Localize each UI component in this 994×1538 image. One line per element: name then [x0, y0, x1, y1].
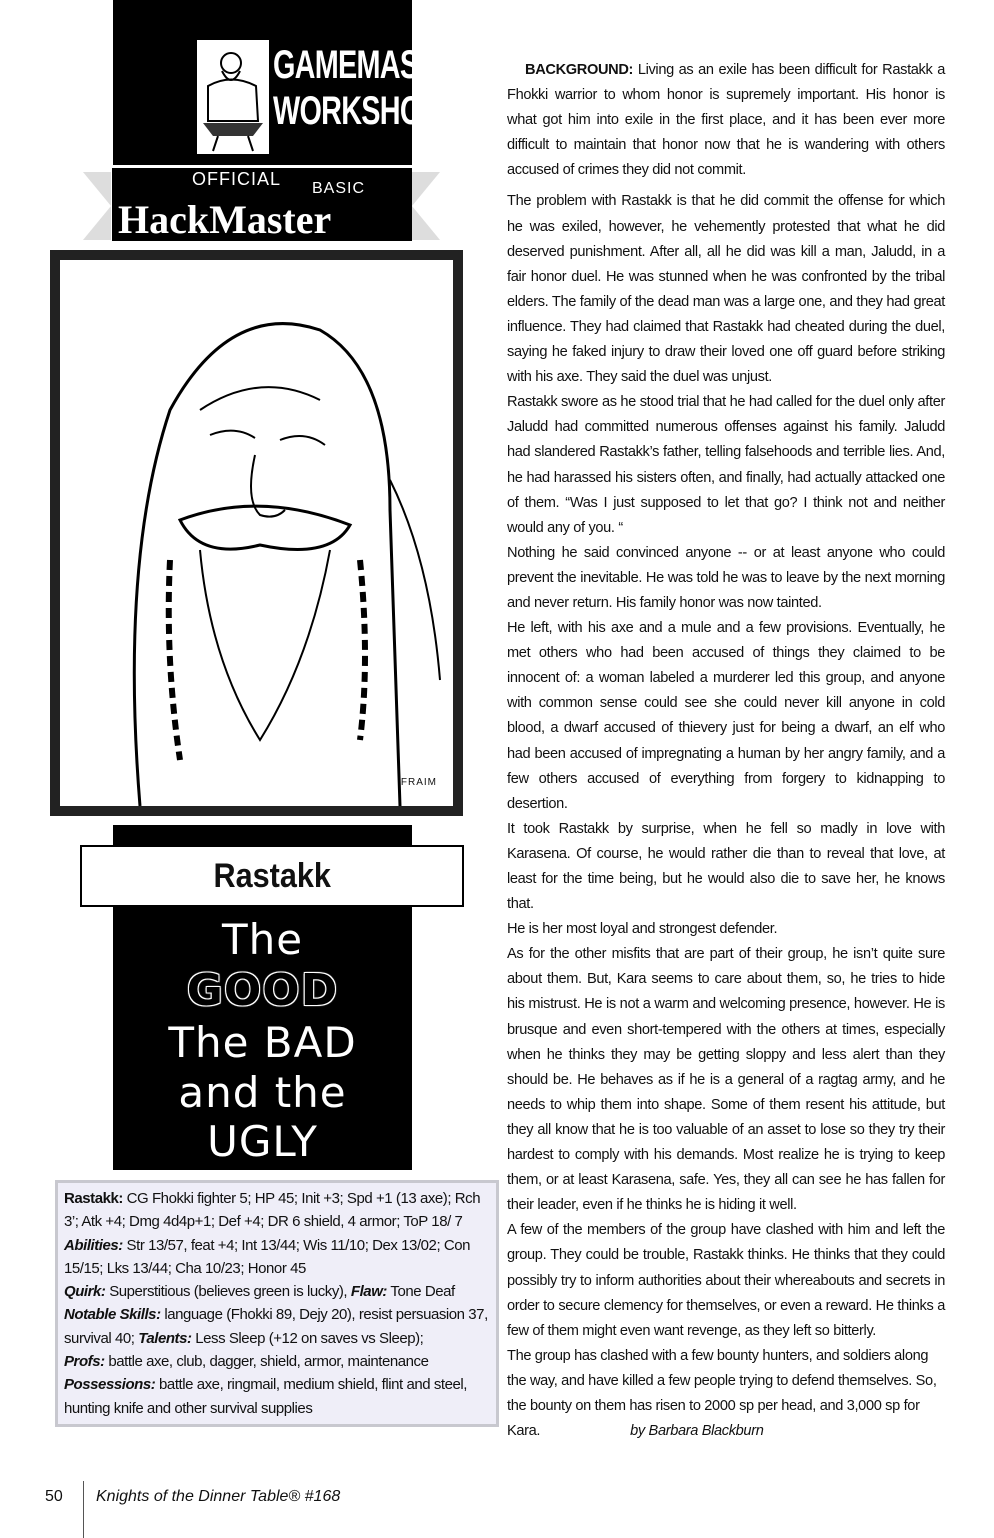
- name-ribbon-tail-right: [462, 855, 484, 909]
- article-paragraph: It took Rastakk by surprise, when he fell so madly in love with Karasena. Of course, he would rather die than to reveal that love, at least for the time being, but he would also die to save her, he knows that.: [507, 820, 945, 913]
- hackmaster-official: OFFICIAL: [192, 169, 282, 189]
- logo-title: [273, 42, 499, 134]
- article-paragraph: As for the other misfits that are part of their group, he isn’t quite sure about them. But, Kara seems to care about them, so, he tries to hide his mistrust. He is not a warm and welcoming presence, however. He is brusque and even short-tempered with the others at times, especially when he thinks they may be getting sloppy and less alert than they should be. He behaves as if he is a general of a ragtag army, and he needs to whip them into shape. Some of them resent his attitude, but they all know that he is too valuable of an asset to lose so they try their hardest to comply with his demands. Most realize he is trying to keep them, or at least Karasena, safe. Yes, they all can see he has fallen for their leader, even if he thinks he is hiding it well.: [507, 946, 945, 1214]
- character-name-ribbon: [80, 845, 464, 907]
- stat-text: Superstitious (believes green is lucky),: [105, 1283, 351, 1301]
- stat-line: [64, 1303, 490, 1350]
- stat-line: [64, 1373, 490, 1420]
- lead-text: Living as an exile has been difficult for Rastakk a Fhokki warrior to whom honor is supremely important. His honor is what got him into exile in the first place, and it has been ever more difficult to maintain that honor now that he is wandering with others accused of crimes they did not commit.: [507, 62, 945, 179]
- article-paragraph: Rastakk swore as he stood trial that he had called for the duel only after Jaludd had committed numerous offenses against his family. Jaludd had slandered Rastakk’s father, telling falsehoods and terrible lies. And, he had harassed his sisters often, and finally, had actually attacked one of them. “Was I just supposed to let that go? I think not and neither would any of you. “: [507, 394, 945, 536]
- stat-label: Talents:: [138, 1329, 192, 1347]
- artist-signature: FRAIM: [400, 777, 437, 788]
- blacksmith-illustration: [197, 40, 269, 154]
- stat-label: Flaw:: [350, 1283, 387, 1301]
- hackmaster-basic: BASIC: [312, 180, 366, 197]
- article-paragraph: He is her most loyal and strongest defender.: [507, 921, 778, 938]
- ribbon-wing-left: [83, 172, 111, 240]
- magazine-title: Knights of the Dinner Table® #168: [96, 1488, 341, 1505]
- series-title-and-the: and the: [178, 1068, 347, 1117]
- stat-text: Tone Deaf: [386, 1283, 455, 1301]
- stat-label: Profs:: [64, 1353, 105, 1371]
- page-number: 50: [45, 1488, 63, 1505]
- stat-block: [55, 1180, 499, 1427]
- character-portrait: [50, 250, 463, 816]
- ribbon-wing-right: [412, 172, 440, 240]
- stat-text: CG Fhokki fighter 5; HP 45; Init +3; Spd +1 (13 axe); Rch 3’; Atk +4; Dmg 4d4p+1; Def +4; DR 6 shield, 4 armor; ToP 18/ 7: [64, 1190, 481, 1231]
- name-ribbon-tail-left: [60, 855, 82, 909]
- stat-line: [64, 1187, 490, 1234]
- article-paragraph-text: The group has clashed with a few bounty hunters, and soldiers along the way, and have killed a few people trying to defend themselves. So, the bounty on them has risen to 2000 sp per head, and 3,000 sp for Kara.: [507, 1347, 937, 1440]
- article-column: [507, 58, 945, 1444]
- stat-text: battle axe, ringmail, medium shield, flint and steel, hunting knife and other survival supplies: [64, 1376, 468, 1417]
- series-title-good: GOOD: [186, 965, 339, 1016]
- stat-label: Quirk:: [64, 1283, 106, 1301]
- lead-label: BACKGROUND:: [525, 62, 634, 78]
- article-paragraph: The problem with Rastakk is that he did commit the offense for which he was exiled, however, he vehemently protested that what he did deserved punishment. After all, all he did was kill a man, Jaludd, in a fair honor duel. He was stunned when he was confronted by the tribal elders. The family of the dead man was a large one, and they had great influence. They had claimed that Rastakk had cheated during the duel, saying he faked injury to draw their loved one off guard before striking with his axe. They said the duel was unjust.: [507, 193, 945, 386]
- logo-title-line2: WORKSHOP: [273, 89, 441, 133]
- stat-text: battle axe, club, dagger, shield, armor, maintenance: [104, 1353, 429, 1371]
- stat-label: Notable Skills:: [64, 1306, 161, 1324]
- stat-label: Rastakk:: [64, 1190, 123, 1207]
- gamemasters-workshop-logo: [113, 0, 499, 165]
- stat-text: language (Fhokki 89, Dejy 20), resist persuasion 37, survival 40;: [64, 1306, 488, 1347]
- stat-line: [64, 1234, 490, 1281]
- hackmaster-name: HackMaster: [118, 197, 332, 242]
- article-paragraph-last: [507, 1344, 945, 1444]
- character-name: Rastakk: [213, 856, 331, 895]
- stat-text: Str 13/57, feat +4; Int 13/44; Wis 11/10; Dex 13/02; Con 15/15; Lks 13/44; Cha 10/23; Honor 45: [64, 1236, 471, 1277]
- article-paragraph: A few of the members of the group have clashed with him and left the group. They could be trouble, Rastakk thinks. He thinks that they could possibly try to inform authorities about their whereabouts and secrets in order to secure clemency for themselves, or even a reward. He thinks a few of them might even want revenge, as they left so bitterly.: [507, 1222, 945, 1339]
- article-paragraph: Nothing he said convinced anyone -- or at least anyone who could prevent the inevitable. He was told he was to leave by the next morning and never return. His family honor was now tainted.: [507, 544, 945, 611]
- article-lead-paragraph: [507, 58, 945, 183]
- hackmaster-logo: [112, 168, 412, 241]
- stat-line: [64, 1350, 490, 1373]
- stat-label: Possessions:: [64, 1376, 156, 1394]
- footer-divider: [83, 1481, 84, 1538]
- stat-label: Abilities:: [64, 1236, 123, 1254]
- series-title-ugly: UGLY: [207, 1117, 318, 1166]
- stat-text: Less Sleep (+12 on saves vs Sleep);: [191, 1329, 424, 1347]
- byline: by Barbara Blackburn: [630, 1423, 764, 1440]
- stat-line: [64, 1280, 490, 1303]
- dwarf-portrait-illustration: [60, 260, 453, 806]
- article-paragraph: He left, with his axe and a mule and a few provisions. Eventually, he met others who had been accused of things they claimed to be innocent of: a woman labeled a murderer led this group, and anyone with common sense could see she could never kill anyone in cold blood, a dwarf accused of thievery just for being a dwarf, an elf who had been accused of impregnating a human by her angry family, and a few others accused of everything from forgery to kidnapping to desertion.: [507, 620, 945, 812]
- logo-title-line1: GAMEMASTERS': [273, 43, 499, 87]
- series-title-bad: The BAD: [168, 1018, 357, 1067]
- series-title-the: The: [221, 915, 304, 964]
